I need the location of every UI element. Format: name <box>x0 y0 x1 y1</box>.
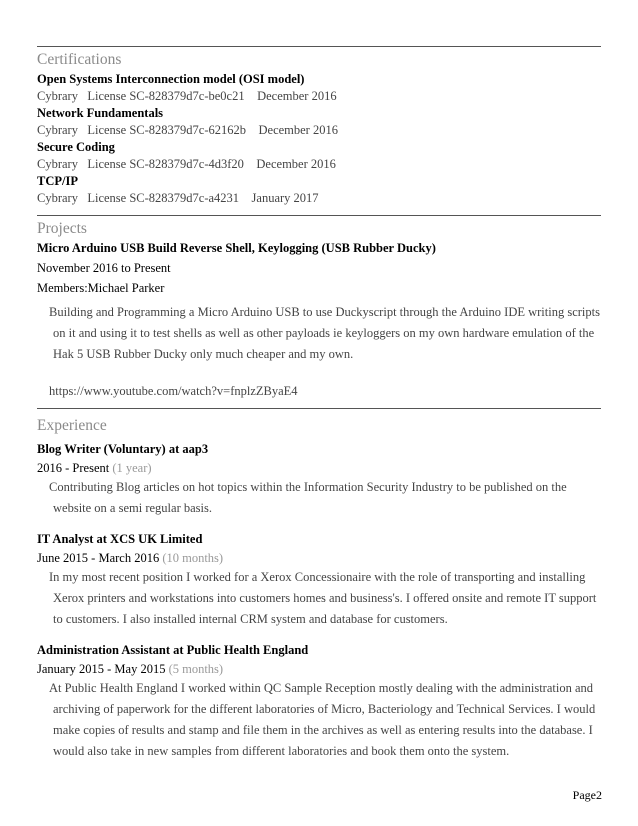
job-title: Administration Assistant at Public Health England <box>37 643 309 657</box>
project-description: Building and Programming a Micro Arduino USB to use Duckyscript through the Arduino IDE writing scripts on it and using it to test shells as well as other payloads ie keyloggers on my own hardware emulation of the Hak 5 USB Rubber Ducky only much cheaper and my own. <box>49 305 600 361</box>
divider <box>37 215 601 216</box>
page-number: Page2 <box>572 788 602 802</box>
resume-page <box>37 0 601 762</box>
certification-name: Network Fundamentals <box>37 106 164 120</box>
certification-item <box>37 173 601 207</box>
job-title: IT Analyst at XCS UK Limited <box>37 532 203 546</box>
certification-details: Cybrary License SC-828379d7c-4d3f20 December 2016 <box>37 157 336 171</box>
job-entry <box>37 531 601 630</box>
project-date: November 2016 to Present <box>37 261 171 275</box>
job-duration: (5 months) <box>168 662 224 676</box>
job-title: Blog Writer (Voluntary) at aap3 <box>37 442 209 456</box>
project-name: Micro Arduino USB Build Reverse Shell, Keylogging (USB Rubber Ducky) <box>37 241 436 255</box>
job-description: At Public Health England I worked within QC Sample Reception mostly dealing with the administration and archiving of paperwork for the different laboratories of Micro, Bacteriology and Technical Services. I would make copies of results and stamp and file them in the archives as well as entering results into the database. I would also take in new samples from different laboratories and book them onto the system. <box>49 681 596 758</box>
projects-heading: Projects <box>37 220 87 237</box>
job-duration: (1 year) <box>112 461 152 475</box>
certification-item <box>37 139 601 173</box>
job-entry <box>37 642 601 762</box>
divider <box>37 46 601 47</box>
certification-name: Open Systems Interconnection model (OSI model) <box>37 72 305 86</box>
certification-item <box>37 71 601 105</box>
job-dates: January 2015 - May 2015 (5 months) <box>37 662 224 676</box>
job-dates: 2016 - Present (1 year) <box>37 461 152 475</box>
job-dates: June 2015 - March 2016 (10 months) <box>37 551 224 565</box>
certification-details: Cybrary License SC-828379d7c-a4231 January 2017 <box>37 191 319 205</box>
experience-heading: Experience <box>37 417 107 434</box>
certification-details: Cybrary License SC-828379d7c-62162b December 2016 <box>37 123 338 137</box>
job-duration: (10 months) <box>162 551 224 565</box>
project-link[interactable]: https://www.youtube.com/watch?v=fnplzZByaE4 <box>49 384 298 398</box>
certification-name: Secure Coding <box>37 140 115 154</box>
divider <box>37 408 601 409</box>
project-members: Members:Michael Parker <box>37 281 165 295</box>
job-entry <box>37 441 601 519</box>
certification-name: TCP/IP <box>37 174 78 188</box>
job-description: Contributing Blog articles on hot topics within the Information Security Industry to be published on the website on a semi regular basis. <box>49 480 567 515</box>
job-description: In my most recent position I worked for a Xerox Concessionaire with the role of transporting and installing Xerox printers and workstations into customers homes and business's. I offered onsite and remote IT support to customers. I also installed internal CRM system and database for customers. <box>49 570 597 626</box>
certifications-list <box>37 71 601 207</box>
certifications-heading: Certifications <box>37 51 122 68</box>
certification-item <box>37 105 601 139</box>
certification-details: Cybrary License SC-828379d7c-be0c21 December 2016 <box>37 89 337 103</box>
